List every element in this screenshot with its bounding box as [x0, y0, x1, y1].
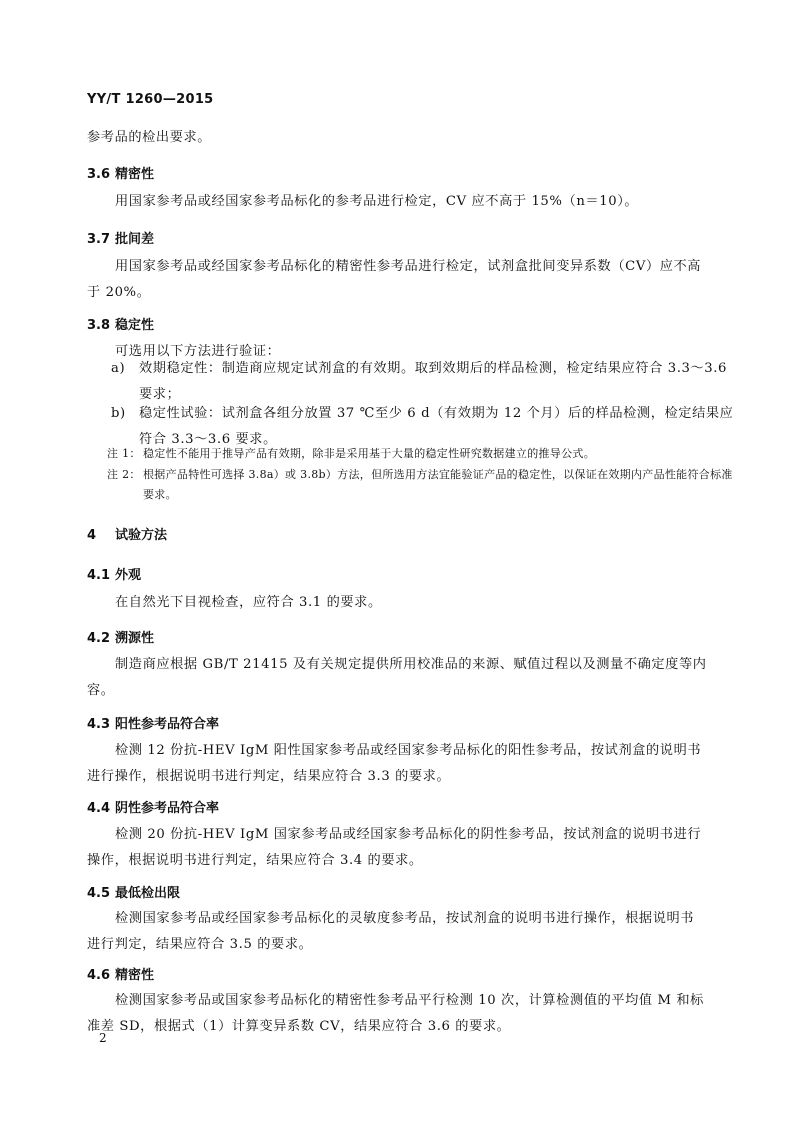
section-4-2-heading	[87, 627, 154, 646]
section-4-6-text: 检测国家参考品或国家参考品标化的精密性参考品平行检测 10 次，计算检测值的平均值 M 和标准差 SD，根据式（1）计算变异系数 CV，结果应符合 3.6 的要求。	[87, 993, 704, 1034]
section-title: 精密性	[115, 968, 155, 983]
section-title: 溯源性	[115, 631, 155, 646]
section-3-7-heading	[87, 228, 154, 247]
section-number: 3.7	[87, 232, 111, 247]
section-4-2-text: 制造商应根据 GB/T 21415 及有关规定提供所用校准品的来源、赋值过程以及测量不确定度等内容。	[87, 657, 707, 698]
section-4-6-heading	[87, 964, 154, 983]
section-4-3-heading	[87, 713, 219, 732]
list-item-text: 稳定性试验：试剂盒各组分放置 37 ℃至少 6 d（有效期为 12 个月）后的样品检测，检定结果应符合 3.3～3.6 要求。	[139, 406, 734, 447]
list-marker: a)	[111, 361, 126, 376]
section-number: 4.6	[87, 968, 111, 983]
section-number: 4	[87, 528, 97, 543]
section-title: 阳性参考品符合率	[115, 717, 220, 732]
list-marker: b)	[111, 406, 126, 421]
section-3-7-text: 用国家参考品或经国家参考品标化的精密性参考品进行检定，试剂盒批间变异系数（CV）应不高于 20%。	[87, 259, 702, 300]
intro-line: 参考品的检出要求。	[87, 130, 212, 145]
section-title: 试验方法	[115, 528, 168, 543]
note-1	[107, 444, 743, 464]
section-4-5-heading	[87, 882, 180, 901]
section-number: 4.3	[87, 717, 111, 732]
note-text: 稳定性不能用于推导产品有效期，除非是采用基于大量的稳定性研究数据建立的推导公式。	[143, 447, 595, 460]
section-3-8-heading	[87, 314, 154, 333]
section-3-6-text: 用国家参考品或经国家参考品标化的参考品进行检定，CV 应不高于 15%（n＝10）。	[115, 194, 639, 209]
section-4-4-text: 检测 20 份抗-HEV IgM 国家参考品或经国家参考品标化的阴性参考品，按试剂盒的说明书进行操作，根据说明书进行判定，结果应符合 3.4 的要求。	[87, 827, 702, 868]
section-4-5-text: 检测国家参考品或经国家参考品标化的灵敏度参考品，按试剂盒的说明书进行操作，根据说明书进行判定，结果应符合 3.5 的要求。	[87, 911, 695, 952]
section-title: 稳定性	[115, 318, 155, 333]
section-number: 3.6	[87, 167, 111, 182]
page-number: 2	[99, 1031, 107, 1045]
section-number: 4.5	[87, 886, 111, 901]
section-number: 4.2	[87, 631, 111, 646]
section-4-3-text: 检测 12 份抗-HEV IgM 阳性国家参考品或经国家参考品标化的阳性参考品，按试剂盒的说明书进行操作，根据说明书进行判定，结果应符合 3.3 的要求。	[87, 743, 702, 784]
section-number: 4.4	[87, 801, 111, 816]
section-title: 批间差	[115, 232, 155, 247]
section-3-8-lead: 可选用以下方法进行验证：	[115, 344, 281, 359]
note-marker: 注 2：	[107, 468, 141, 481]
section-title: 外观	[115, 568, 142, 583]
section-number: 3.8	[87, 318, 111, 333]
note-2	[107, 465, 743, 505]
section-title: 精密性	[115, 167, 155, 182]
section-title: 最低检出限	[115, 886, 181, 901]
list-item-text: 效期稳定性：制造商应规定试剂盒的有效期。取到效期后的样品检测，检定结果应符合 3.3～3.6 要求；	[139, 361, 728, 402]
standard-code: YY/T 1260—2015	[87, 92, 214, 107]
section-4-4-heading	[87, 797, 219, 816]
note-marker: 注 1：	[107, 447, 141, 460]
section-4-1-text: 在自然光下目视检查，应符合 3.1 的要求。	[115, 595, 382, 610]
section-4-1-heading	[87, 564, 141, 583]
note-text: 根据产品特性可选择 3.8a）或 3.8b）方法，但所选用方法宜能验证产品的稳定性，以保证在效期内产品性能符合标准要求。	[143, 468, 733, 501]
section-4-heading	[87, 524, 167, 543]
section-title: 阴性参考品符合率	[115, 801, 220, 816]
section-3-6-heading	[87, 163, 154, 182]
section-number: 4.1	[87, 568, 111, 583]
